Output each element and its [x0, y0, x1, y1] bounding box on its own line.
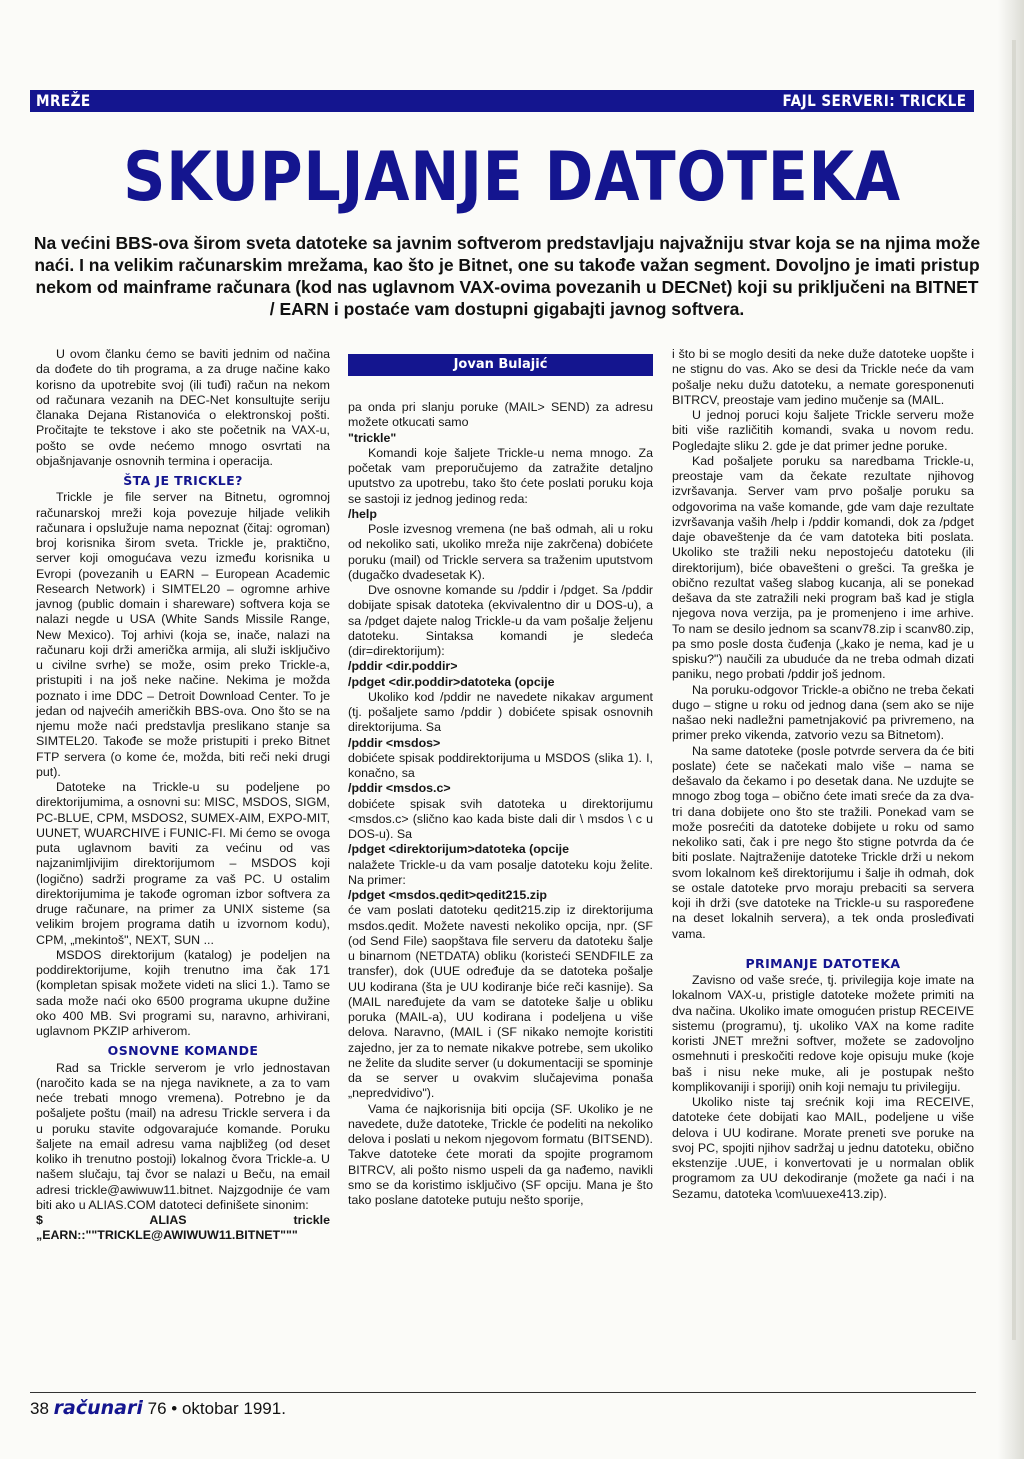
command-line: /help — [348, 506, 377, 521]
author-byline: Jovan Bulajić — [348, 354, 653, 376]
paragraph: Rad sa Trickle serverom je vrlo jednostavan (naročito kada se na njega naviknete, a za to vam neće trebati mnogo vremena). Potrebno je da pošaljete poštu (mail) na adresu Trickle servera i da u poruku stavite odgovarajuće komande. Poruku šaljete na email adresu vama najbližeg (od deset koliko ih trenutno postoji) lokalnog čvora Trickle-a. U našem slučaju, taj čvor se nalazi u Beču, na email adresi trickle@awiwuw11.bitnet. Najzgodnije će vam biti ako u ALIAS.COM datoteci definišete sinonim: — [36, 1060, 330, 1212]
paragraph: Na poruku-odgovor Trickle-a obično ne treba čekati dugo – stigne u roku od jednog dana (sem ako se nije našao neki nadležni pametnjaković pa privremeno, na primer preko vikenda, zatvorio vezu sa Bitnetom). — [672, 682, 974, 743]
page-number: 38 — [30, 1399, 49, 1418]
page-title — [0, 136, 1024, 220]
command-line: /pddir <msdos.c> — [348, 781, 451, 796]
command-line: $ ALIAS trickle „EARN::""TRICKLE@AWIWUW11.BITNET""" — [36, 1213, 330, 1243]
paragraph: U ovom članku ćemo se baviti jednim od načina da dođete do tih programa, a za druge načine kako korisno da upotrebite svoj (ili tuđi) račun na nekom od računara vezanih na DEC-Net konsultujte seriju članaka Dejana Ristanovića o elektronskoj pošti. Pročitajte te tekstove i ako ste početnik na VAX-u, pošto se ovde nećemo mnogo osvrtati na objašnjavanje osnovnih termina i operacija. — [36, 347, 330, 468]
column-1 — [36, 347, 330, 1244]
paragraph: Datoteke na Trickle-u su podeljene po direktorijumima, a osnovni su: MISC, MSDOS, SIGM, PC-BLUE, CPM, MSDOS2, SUMEX-AIM, EXPO-MIT, UUNET, WUARCHIVE i FUNIC-FI. Mi ćemo se ovoga puta uglavnom baviti za većinu od vas najzanimljivijim direktorijumom – MSDOS koji (logično) sadrži programe za vaš PC. U ostalim direktorijumima je takođe ogroman izbor softvera za druge računare, na primer za UNIX sisteme (sa velikim brojem programa datih u izvornom kodu), CPM, „mekintoš", NEXT, SUN ... — [36, 780, 330, 947]
paragraph: i što bi se moglo desiti da neke duže datoteke uopšte i ne stignu do vas. Ako se desi da Trickle neće da vam pošalje neku dužu datoteku, a nemate goresponenuti BITRCV, preostaje vam jedino mučenje sa (MAIL. — [672, 347, 974, 407]
column-2 — [348, 400, 653, 1208]
paragraph: dobićete spisak poddirektorijuma u MSDOS (slika 1). I, konačno, sa — [348, 750, 653, 780]
subheading: PRIMANJE DATOTEKA — [745, 955, 901, 971]
scan-edge-mark — [1012, 40, 1016, 1340]
topic-label: FAJL SERVERI: TRICKLE — [781, 91, 966, 110]
subheading: ŠTA JE TRICKLE? — [123, 473, 243, 488]
paragraph: nalažete Trickle-u da vam posalje datoteku koju želite. Na primer: — [348, 857, 653, 887]
paragraph: dobićete spisak svih datoteka u direktorijumu <msdos.c> (slično kao kada biste dali dir \ msdos \ c u DOS-u). Sa — [348, 796, 653, 841]
command-line: /pddir <dir.poddir> — [348, 659, 458, 674]
paragraph: MSDOS direktorijum (katalog) je podeljen na poddirektorijume, kojih trenutno ima čak 171 (kompletan spisak možete videti na slici 1.). Tamo se sada može naći oko 6500 programa ukupne dužine oko 400 MB. Svi programi su, naravno, arhivirani, uglavnom PKZIP arhiverom. — [36, 947, 330, 1038]
paragraph: U jednoj poruci koju šaljete Trickle serveru može biti više različitih komandi, svaka u novom redu. Pogledajte sliku 2. gde je dat primer jedne poruke. — [672, 408, 974, 453]
paragraph: Na same datoteke (posle potvrde servera da će biti poslate) ćete se načekati malo više – nama se dešavalo da čekamo i po desetak dana. Ne uzdujte se mnogo zbog toga – obično ćete imati sreće da za dva-tri dana dobijete ono što ste tražili. Ponekad vam se može posrećiti da datoteke dobijete u roku od samo nekoliko sati, čak i pre nego što stigne potvrda da će biti poslate. Najtraženije datoteke Trickle drži u nekom svom lokalnom keš direktorijumu i šalje ih odmah, dok se ostale datoteke prvo moraju prebaciti sa servera koji ih drži (sve datoteke na Trickle-u su raspoređene na deset lokalnih servera), a tek onda prosleđivati vama. — [672, 743, 974, 941]
paragraph: Ukoliko niste taj srećnik koji ima RECEIVE, datoteke ćete dobijati kao MAIL, podeljene u više delova i UU kodirane. Morate preneti sve poruke na svoj PC, spojiti njihov sadržaj u jednu datoteku, obično ekstenzije .UUE, i konvertovati je u normalan oblik programom za UU dekodiranje (možete ga naći i na Sezamu, datoteka \com\uuexe413.zip). — [672, 1095, 974, 1201]
command-line: /pdget <msdos.qedit>qedit215.zip — [348, 888, 547, 902]
paragraph: Dve osnovne komande su /pddir i /pdget. Sa /pddir dobijate spisak datoteka (ekvivalentno dir u DOS-u), a sa /pdget dajete nalog Trickle-u da vam pošalje željenu datoteku. Sintaksa komandi je sledeća (dir=direktorijum): — [348, 583, 653, 658]
bullet-separator: • — [171, 1399, 178, 1418]
magazine-logo: računari — [53, 1397, 143, 1419]
subheading: OSNOVNE KOMANDE — [107, 1043, 259, 1059]
paragraph: Ukoliko kod /pddir ne navedete nikakav argument (tj. pošaljete samo /pddir ) dobićete spisak osnovnih direktorijuma. Sa — [348, 689, 653, 735]
paragraph: Posle izvesnog vremena (ne baš odmah, ali u roku od nekoliko sati, ukoliko mreža nije zakrčena) dobićete poruku (mail) od Trickle servera sa traženim uputstvom (dugačko dvadesetak K). — [348, 522, 653, 582]
command-line: /pdget <direktorijum>datoteka (opcije — [348, 842, 570, 857]
issue-date: oktobar 1991. — [181, 1399, 286, 1418]
paragraph: Zavisno od vaše sreće, tj. privilegija koje imate na lokalnom VAX-u, pristigle datoteke možete primiti na dva načina. Ukoliko imate omogućen pristup RECEIVE sistemu (programu), tj. ukoliko VAX na kome radite koristi JNET mrežni softver, možete se zadovoljno osmehnuti i preskočiti redove koje opisuju muke (koje baš i nisu neke muke, ali je postupak nešto komplikovaniji i sporiji) onih koji nemaju tu privilegiju. — [672, 973, 974, 1094]
lead-paragraph: Na većini BBS-ova širom sveta datoteke sa javnim softverom predstavljaju najvažniju stvar koja se na njima može naći. I na velikim računarskim mrežama, kao što je Bitnet, one su takođe važan segment. Dovoljno je imati pristup nekom od mainframe računara (kod nas uglavnom VAX-ovima povezanih u DECNet) koji su priključeni na BITNET / EARN i postaće vam dostupni gigabajti javnog softvera. — [33, 233, 981, 319]
command-line: /pddir <msdos> — [348, 735, 441, 750]
command-line: "trickle" — [348, 430, 397, 445]
footer — [30, 1396, 286, 1421]
paragraph: će vam poslati datoteku qedit215.zip iz direktorijuma msdos.qedit. Možete navesti nekoliko opcija, npr. (SF (od Send File) saopštava file serveru da datoteku šalje u binarnom (NETDATA) obliku (koristeći SENDFILE za transfer), dok (UUE određuje da se datoteka pošalje UU kodirana (šta je UU kodiranje biće reči kasnije). Sa (MAIL naređujete da vam se datoteke šalje u obliku poruka (MAIL-a), UU kodirana i podeljena u više delova. Naravno, (MAIL i (SF nikako nemojte koristiti zajedno, jer za to nemate nikakve potrebe, sem ukoliko ne želite da sludite server (u dokumentaciji se spominje da se server u ovakvim slučajevima ponaša „nepredvidivo"). — [348, 903, 653, 1101]
page-title-text: SKUPLJANJE DATOTEKA — [123, 138, 901, 217]
paragraph: Kad pošaljete poruku sa naredbama Trickle-u, preostaje vam da čekate rezultate njihovog izvršavanja. Server vam prvo pošalje poruku sa odgovorima na vaše komande, gde vam daje rezultate izvršavanja vaših /help i /pddir komandi, dok za /pdget daje obaveštenje da će vam datoteka biti poslata. Ukoliko ste tražili neku nepostojeću datoteku (ili direktorijum), biće obavešteni o grešci. Ta greška je obično rezultat vašeg slabog kucanja, ali se ponekad dešava da ste zatražili neki program baš kad je stigla njegova nova verzija, pa je promenjeno i ime arhive. To nam se desilo jednom sa scanv78.zip i scanv80.zip, pa smo posle dosta čuđenja („kako je nema, kad je u spisku?") naučili za ubuduće da ne treba odmah dizati paniku, nego probati /pddir još jednom. — [672, 453, 974, 682]
issue-number: 76 — [147, 1399, 167, 1418]
paragraph: Vama će najkorisnija biti opcija (SF. Ukoliko je ne navedete, duže datoteke, Trickle će podeliti na nekoliko delova i poslati u nekom njegovom formatu (BITSEND). Takve datoteke ćete morati da spojite programom BITRCV, ali pošto nismo uspeli da ga nađemo, navikli smo se da koristimo isključivo (SF opciju. Mana je što tako poslane datoteke putuju nešto sporije, — [348, 1101, 653, 1207]
paragraph: pa onda pri slanju poruke (MAIL> SEND) za adresu možete otkucati samo — [348, 400, 653, 430]
footer-rule — [30, 1392, 976, 1393]
paragraph: Komandi koje šaljete Trickle-u nema mnogo. Za početak vam preporučujemo da zatražite detaljno uputstvo za upotrebu, tako što ćete poslati poruku koja se sastoji iz jednog jedinog reda: — [348, 445, 653, 506]
command-line: /pdget <dir.poddir>datoteka (opcije — [348, 674, 555, 689]
section-label: MREŽE — [36, 91, 91, 110]
paragraph: Trickle je file server na Bitnetu, ogromnoj računarskoj mreži koja povezuje hiljade velikih računara i opslužuje nama nepoznat (čitaj: ogroman) broj korisnika širom sveta. Trickle je, praktično, server koji omogućava vezu između korisnika u Evropi (povezanih u EARN – European Academic Research Network) i SIMTEL20 – ogromne arhive javnog (public domain i shareware) softvera koja se nalazi negde u USA (White Sands Missile Range, New Mexico). Toj arhivi (koja se, inače, nalazi na računaru koji drži američka armija, ali služi isključivo u civilne svrhe) se može, osim preko Trickle-a, pristupiti i na još neke načine. Nekima je možda poznato i ime DDC – Detroit Download Center. To je jedan od najvećih američkih BBS-ova. Ono što se na njemu može naći predstavlja preslikano stanje sa SIMTEL20. Takođe se može pristupiti i preko Bitnet FTP servera (o kome će, možda, biti reči neki drugi put). — [36, 490, 330, 779]
column-3 — [672, 347, 974, 1202]
